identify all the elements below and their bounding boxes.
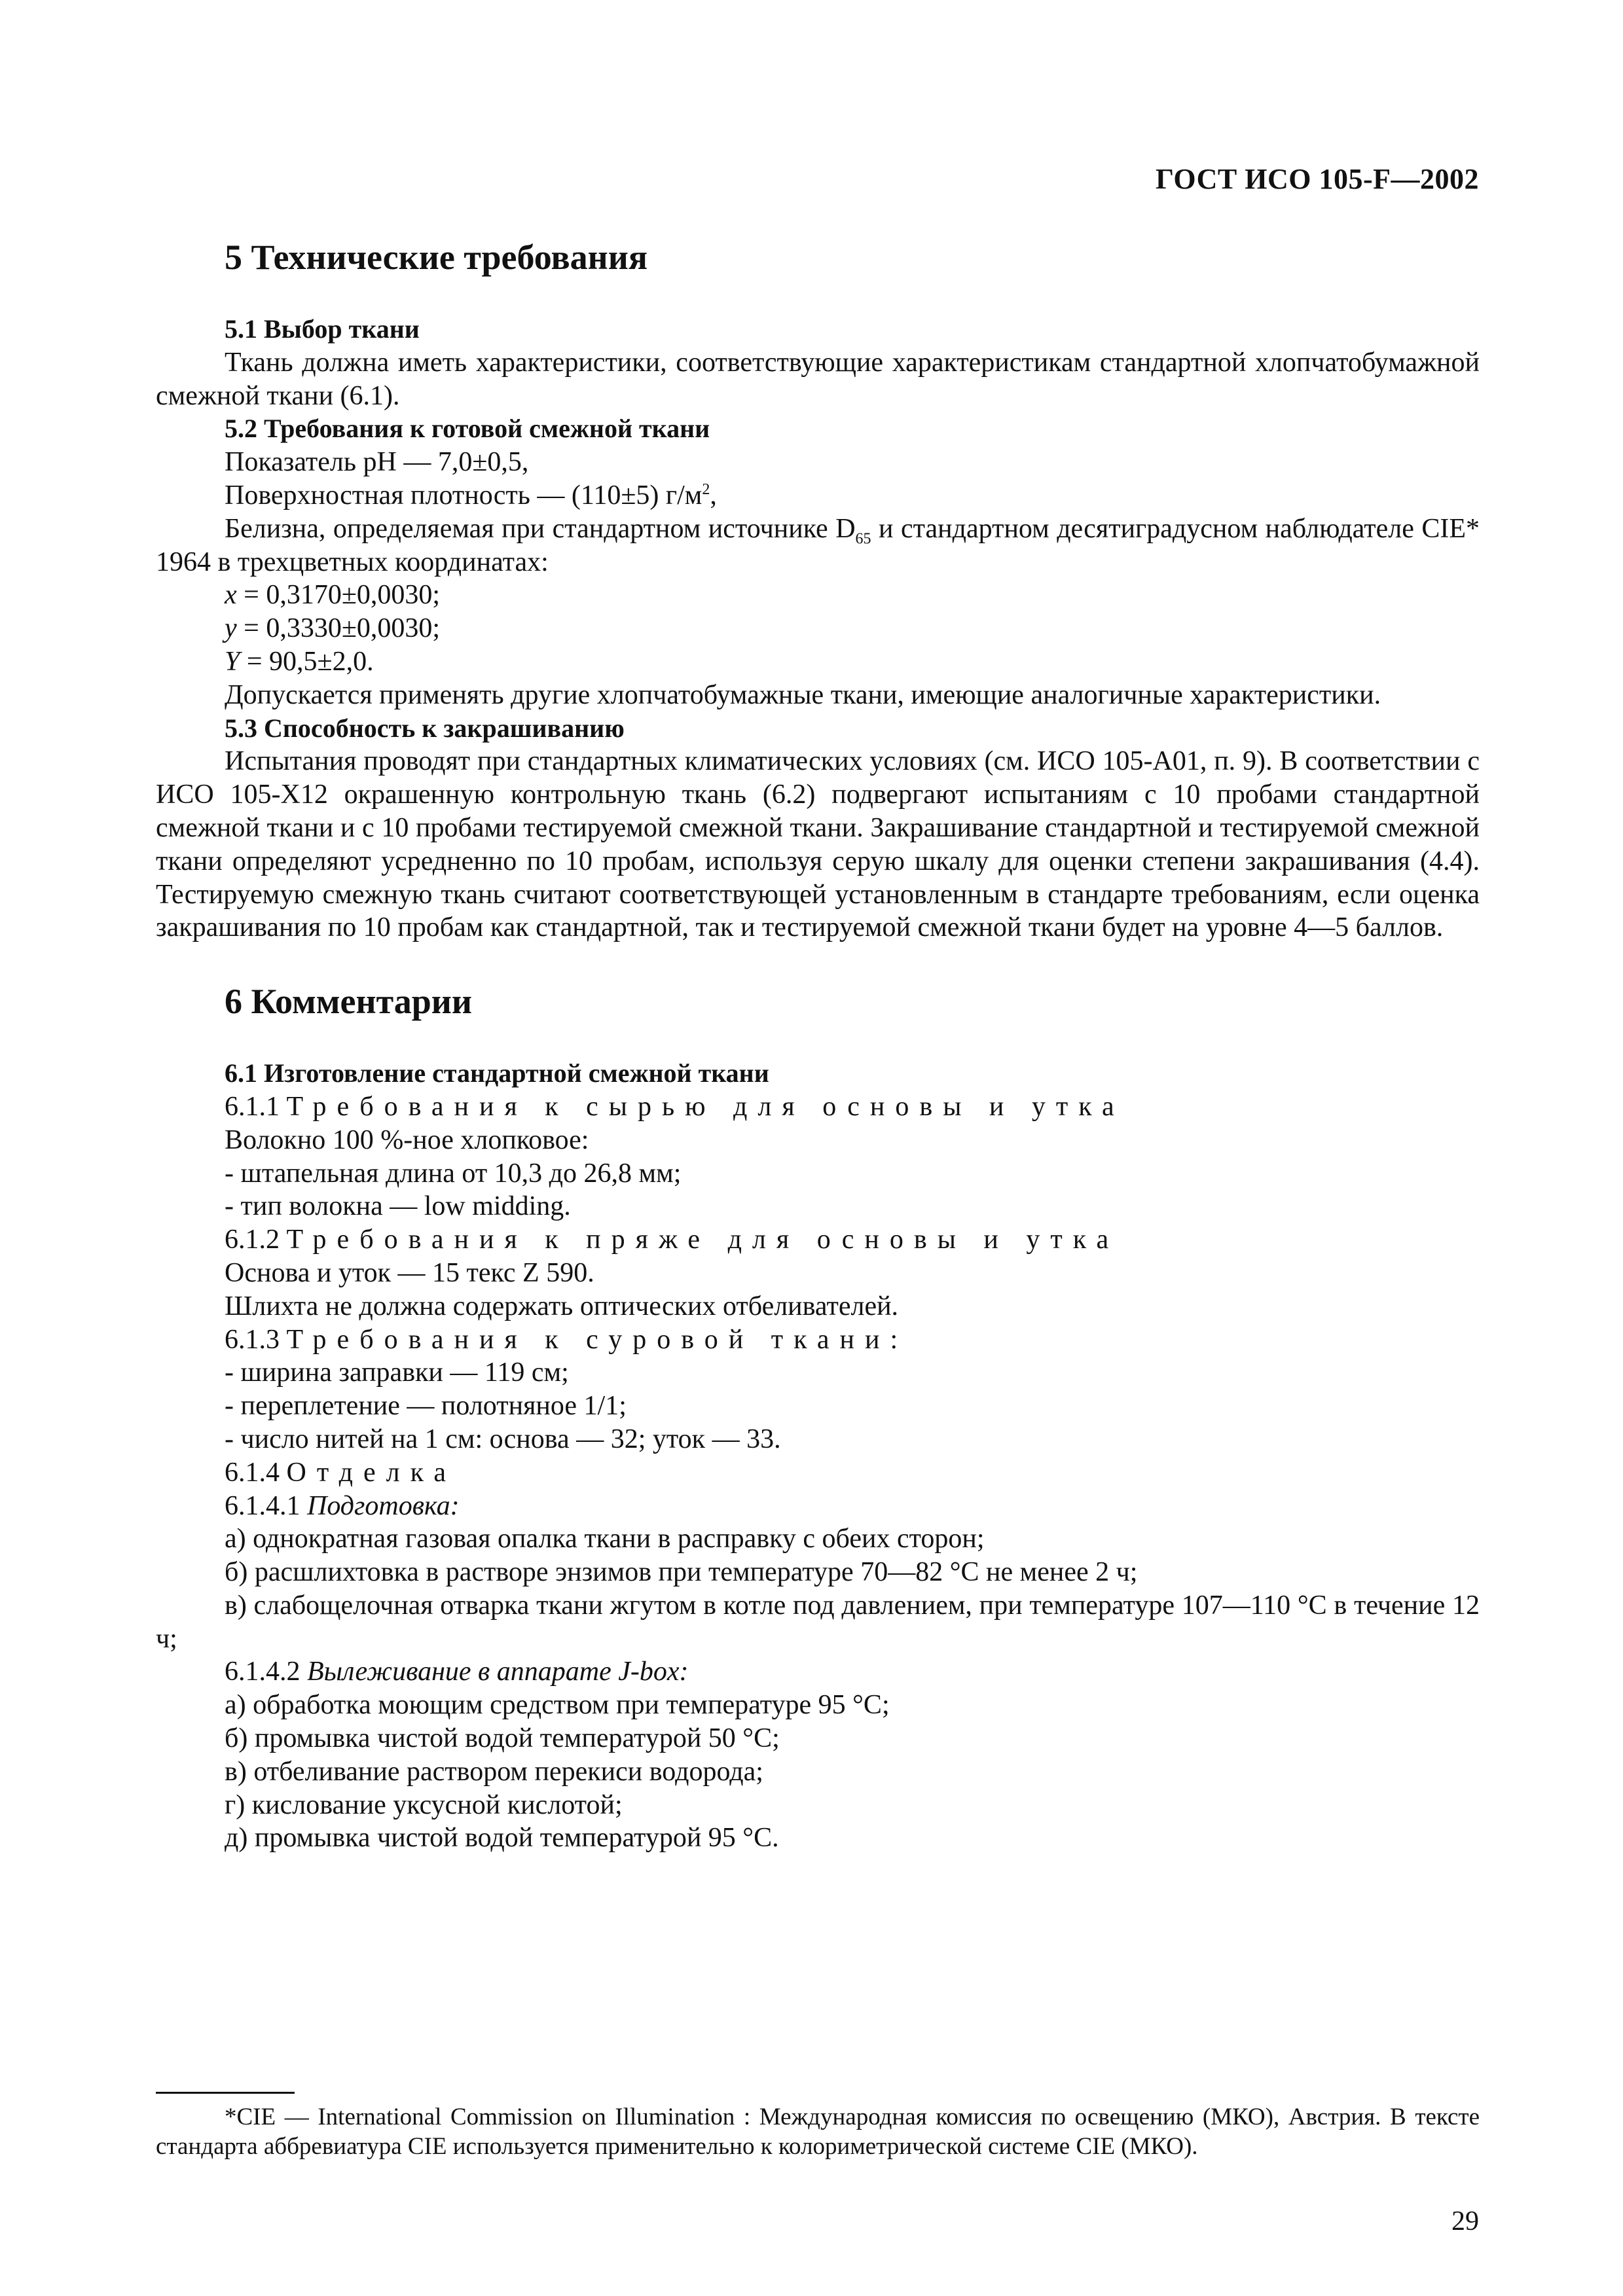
thread-count: - число нитей на 1 см: основа — 32; уток — 33. bbox=[225, 1424, 781, 1454]
section-6-title: 6 Комментарии bbox=[225, 982, 473, 1022]
fiber-composition: Волокно 100 %-ное хлопковое: bbox=[225, 1124, 589, 1155]
document-body bbox=[156, 237, 1480, 1855]
section-5-3-text: Испытания проводят при стандартных климатических условиях (см. ИСО 105-А01, п. 9). В соответствии с ИСО 105-Х12 окрашенную контрольную ткань (6.2) подвергают испытаниям с 10 пробами стандартной смежной ткани и с 10 пробами тестируемой смежной ткани. Закрашивание стандартной и тестируемой смежной ткани определяют усредненно по 10 пробам, используя серую шкалу для оценки степени закрашивания (4.4). Тестируемую смежную ткань считают соответствующей установленным в стандарте требованиям, если оценка закрашивания по 10 пробам как стандартной, так и тестируемой смежной ткани будет на уровне 4—5 баллов. bbox=[156, 746, 1480, 943]
section-6-1-1-number: 6.1.1 bbox=[225, 1091, 287, 1122]
footnote-divider bbox=[156, 2092, 295, 2094]
section-6-1-2-title: Требования к пряже для основы и утка bbox=[286, 1225, 1120, 1255]
section-5-1-text: Ткань должна иметь характеристики, соответствующие характеристикам стандартной хлопчатобумажной смежной ткани (6.1). bbox=[156, 347, 1480, 411]
jbox-step-b: б) промывка чистой водой температурой 50 °С; bbox=[225, 1723, 780, 1754]
coordinate-y bbox=[156, 612, 1480, 645]
jbox-step-c: в) отбеливание раствором перекиси водорода; bbox=[225, 1756, 763, 1787]
prep-step-a: а) однократная газовая опалка ткани в расправку с обеих сторон; bbox=[225, 1524, 985, 1554]
section-6-1-title: 6.1 Изготовление стандартной смежной ткани bbox=[225, 1058, 769, 1088]
section-6-1-1-title: Требования к сырью для основы и утка bbox=[286, 1091, 1125, 1122]
surface-density bbox=[156, 479, 1480, 512]
fiber-type: - тип волокна — low midding. bbox=[225, 1191, 571, 1222]
section-6-1-3-heading bbox=[156, 1323, 1480, 1357]
coordinate-y-var: y bbox=[225, 613, 237, 644]
prep-step-b: б) расшлихтовка в растворе энзимов при температуре 70—82 °С не менее 2 ч; bbox=[225, 1557, 1138, 1588]
section-6-1-4-title: Отделка bbox=[286, 1457, 457, 1488]
density-suffix: , bbox=[710, 480, 717, 511]
coordinate-Y-var: Y bbox=[225, 646, 240, 677]
ph-value: Показатель рН — 7,0±0,5, bbox=[225, 447, 529, 478]
coordinate-y-val: = 0,3330±0,0030; bbox=[236, 613, 441, 644]
staple-length: - штапельная длина от 10,3 до 26,8 мм; bbox=[225, 1158, 682, 1189]
section-6-1-4-heading bbox=[156, 1456, 1480, 1490]
section-6-1-4-2-number: 6.1.4.2 bbox=[225, 1657, 307, 1687]
section-6-1-3-number: 6.1.3 bbox=[225, 1324, 287, 1355]
section-5-1-title: 5.1 Выбор ткани bbox=[225, 314, 420, 344]
coordinate-x-var: x bbox=[225, 580, 237, 611]
coordinate-Y bbox=[156, 645, 1480, 679]
alternative-fabrics-note: Допускается применять другие хлопчатобумажные ткани, имеющие аналогичные характеристики. bbox=[225, 679, 1381, 710]
section-6-1-4-1-heading bbox=[156, 1490, 1480, 1523]
section-6-1-4-1-title: Подготовка: bbox=[307, 1490, 460, 1521]
jbox-step-d: г) кислование уксусной кислотой; bbox=[225, 1789, 623, 1820]
whiteness-part-a: Белизна, определяемая при стандартном источнике D bbox=[225, 513, 856, 544]
section-6-1-3-title: Требования к суровой ткани: bbox=[286, 1324, 909, 1355]
document-code-header: ГОСТ ИСО 105-F—2002 bbox=[1155, 163, 1479, 195]
section-6-1-4-2-heading bbox=[156, 1655, 1480, 1689]
loom-width: - ширина заправки — 119 см; bbox=[225, 1357, 569, 1388]
section-6-1-4-1-number: 6.1.4.1 bbox=[225, 1490, 307, 1521]
section-6-1-2-heading bbox=[156, 1223, 1480, 1257]
coordinate-Y-val: = 90,5±2,0. bbox=[240, 646, 374, 677]
section-5-3-title: 5.3 Способность к закрашиванию bbox=[225, 713, 625, 743]
prep-step-c: в) слабощелочная отварка ткани жгутом в котле под давлением, при температуре 107—110 °С в течение 12 ч; bbox=[156, 1590, 1480, 1654]
section-6-1-4-number: 6.1.4 bbox=[225, 1457, 287, 1488]
whiteness-part-b: и стандартном десятиградусном наблюдателе CIE* 1964 в трехцветных координатах: bbox=[156, 513, 1480, 577]
density-text: Поверхностная плотность — (110±5) г/м bbox=[225, 480, 702, 511]
illuminant-subscript: 65 bbox=[855, 530, 871, 548]
jbox-step-e: д) промывка чистой водой температурой 95 °С. bbox=[225, 1823, 779, 1854]
footnote: *CIE — International Commission on Illumination : Международная комиссия по освещению (МКО), Австрия. В тексте стандарта аббревиатура CIE используется применительно к колориметрической системе CIE (МКО). bbox=[156, 2104, 1480, 2160]
weave-type: - переплетение — полотняное 1/1; bbox=[225, 1391, 627, 1422]
warp-weft-yarn: Основа и уток — 15 текс Z 590. bbox=[225, 1257, 594, 1288]
whiteness-text bbox=[156, 512, 1480, 579]
section-6-1-4-2-title: Вылеживание в аппарате J-box: bbox=[307, 1657, 689, 1687]
coordinate-x-val: = 0,3170±0,0030; bbox=[236, 580, 441, 611]
coordinate-x bbox=[156, 579, 1480, 612]
section-6-1-1-heading bbox=[156, 1090, 1480, 1124]
section-5-2-title: 5.2 Требования к готовой смежной ткани bbox=[225, 414, 710, 444]
density-superscript: 2 bbox=[702, 480, 710, 498]
jbox-step-a: а) обработка моющим средством при температуре 95 °С; bbox=[225, 1690, 890, 1721]
section-5-title: 5 Технические требования bbox=[225, 238, 648, 277]
page-number: 29 bbox=[1451, 2206, 1479, 2236]
section-6-1-2-number: 6.1.2 bbox=[225, 1225, 287, 1255]
sizing-note: Шлихта не должна содержать оптических отбеливателей. bbox=[225, 1291, 899, 1321]
